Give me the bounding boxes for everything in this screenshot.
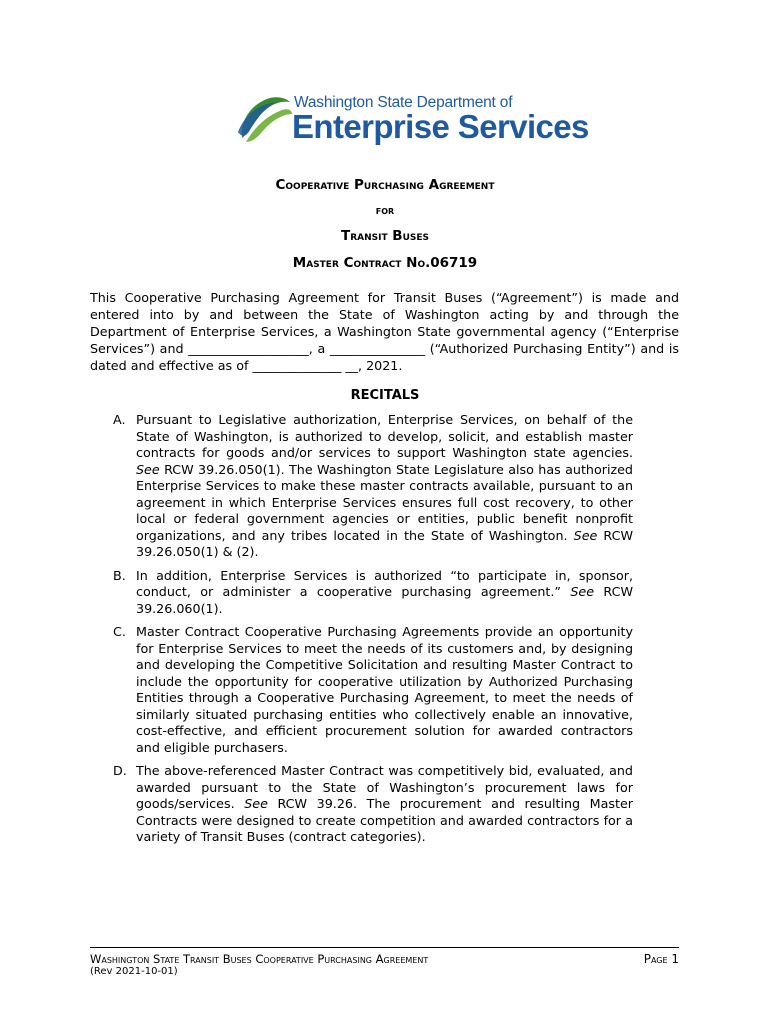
recital-item — [113, 412, 633, 561]
agreement-title: Cooperative Purchasing Agreement — [275, 177, 495, 193]
recital-letter: A. — [113, 412, 126, 427]
agreement-title-for: for — [375, 203, 395, 217]
recital-text: Pursuant to Legislative authorization, Enterprise Services, on behalf of the State of Washington, is authorized to develop, solicit, and establish master contracts for goods and/or services to support Washington state agencies. See RCW 39.26.050(1). The Washington State Legislature also has authorized Enterprise Services to make these master contracts available, pursuant to an agreement in which Enterprise Services ensures full cost recovery, to other local or federal government agencies or entities, public benefit nonprofit organizations, and any tribes located in the State of Washington. See RCW 39.26.050(1) & (2). — [136, 412, 634, 559]
agreement-subject: Transit Buses — [340, 228, 430, 244]
recital-item — [113, 763, 633, 846]
recitals-heading: RECITALS — [350, 388, 420, 403]
intro-text: (“Authorized Purchasing Entity”) and is dated and effective as of — [90, 341, 679, 373]
recitals-list — [113, 412, 633, 853]
recital-item — [113, 568, 633, 618]
recital-text: In addition, Enterprise Services is authorized “to participate in, sponsor, conduct, or administer a cooperative purchasing agreement.” See RCW 39.26.060(1). — [136, 567, 633, 616]
intro-text: This Cooperative Purchasing Agreement for Transit Buses (“Agreement”) is made and entered into by and between the State of Washington acting by and through the Department of Enterprise Services, a Washington State governmental agency (“Enterprise Services”) and — [90, 290, 679, 356]
recital-text: Master Contract Cooperative Purchasing Agreements provide an opportunity for Enterprise Services to meet the needs of its customers and, by designing and developing the Competitive Solicitation and resulting Master Contract to include the opportunity for cooperative utilization by Authorized Purchasing Entities through a Cooperative Purchasing Agreement, to meet the needs of similarly situated purchasing entities who collectively enable an innovative, cost-effective, and efficient procurement solution for awarded contractors and eligible purchasers. — [136, 624, 633, 755]
master-contract-number: Master Contract No.06719 — [292, 255, 478, 271]
recital-text: The above-referenced Master Contract was competitively bid, evaluated, and awarded pursuant to the State of Washington’s procurement laws for goods/services. See RCW 39.26. The procurement and resulting Master Contracts were designed to create competition and awarded contractors for a variety of Transit Buses (contract categories). — [136, 763, 633, 844]
revision-date: (Rev 2021-10-01) — [90, 966, 178, 977]
intro-paragraph — [90, 289, 679, 374]
footer-divider — [90, 947, 679, 948]
entity-name-blank[interactable]: _______________ — [329, 341, 426, 356]
intro-text: , a — [308, 341, 330, 356]
footer-document-title: Washington State Transit Buses Cooperative Purchasing Agreement — [90, 952, 429, 966]
recital-item — [113, 624, 633, 756]
intro-text: , 2021. — [358, 358, 403, 373]
agency-logo — [236, 92, 589, 148]
logo-enterprise-services: Enterprise Services — [292, 108, 589, 145]
logo-agency-name: Washington State Department of — [294, 94, 513, 111]
recital-letter: C. — [113, 624, 126, 639]
ribbon-logo-icon — [236, 92, 294, 148]
recital-letter: B. — [113, 567, 126, 583]
contractor-name-blank[interactable]: ___________________ — [188, 341, 309, 356]
page-number: Page 1 — [643, 952, 679, 966]
effective-date-blank[interactable]: ______________ __ — [252, 358, 359, 373]
recital-letter: D. — [113, 763, 127, 778]
